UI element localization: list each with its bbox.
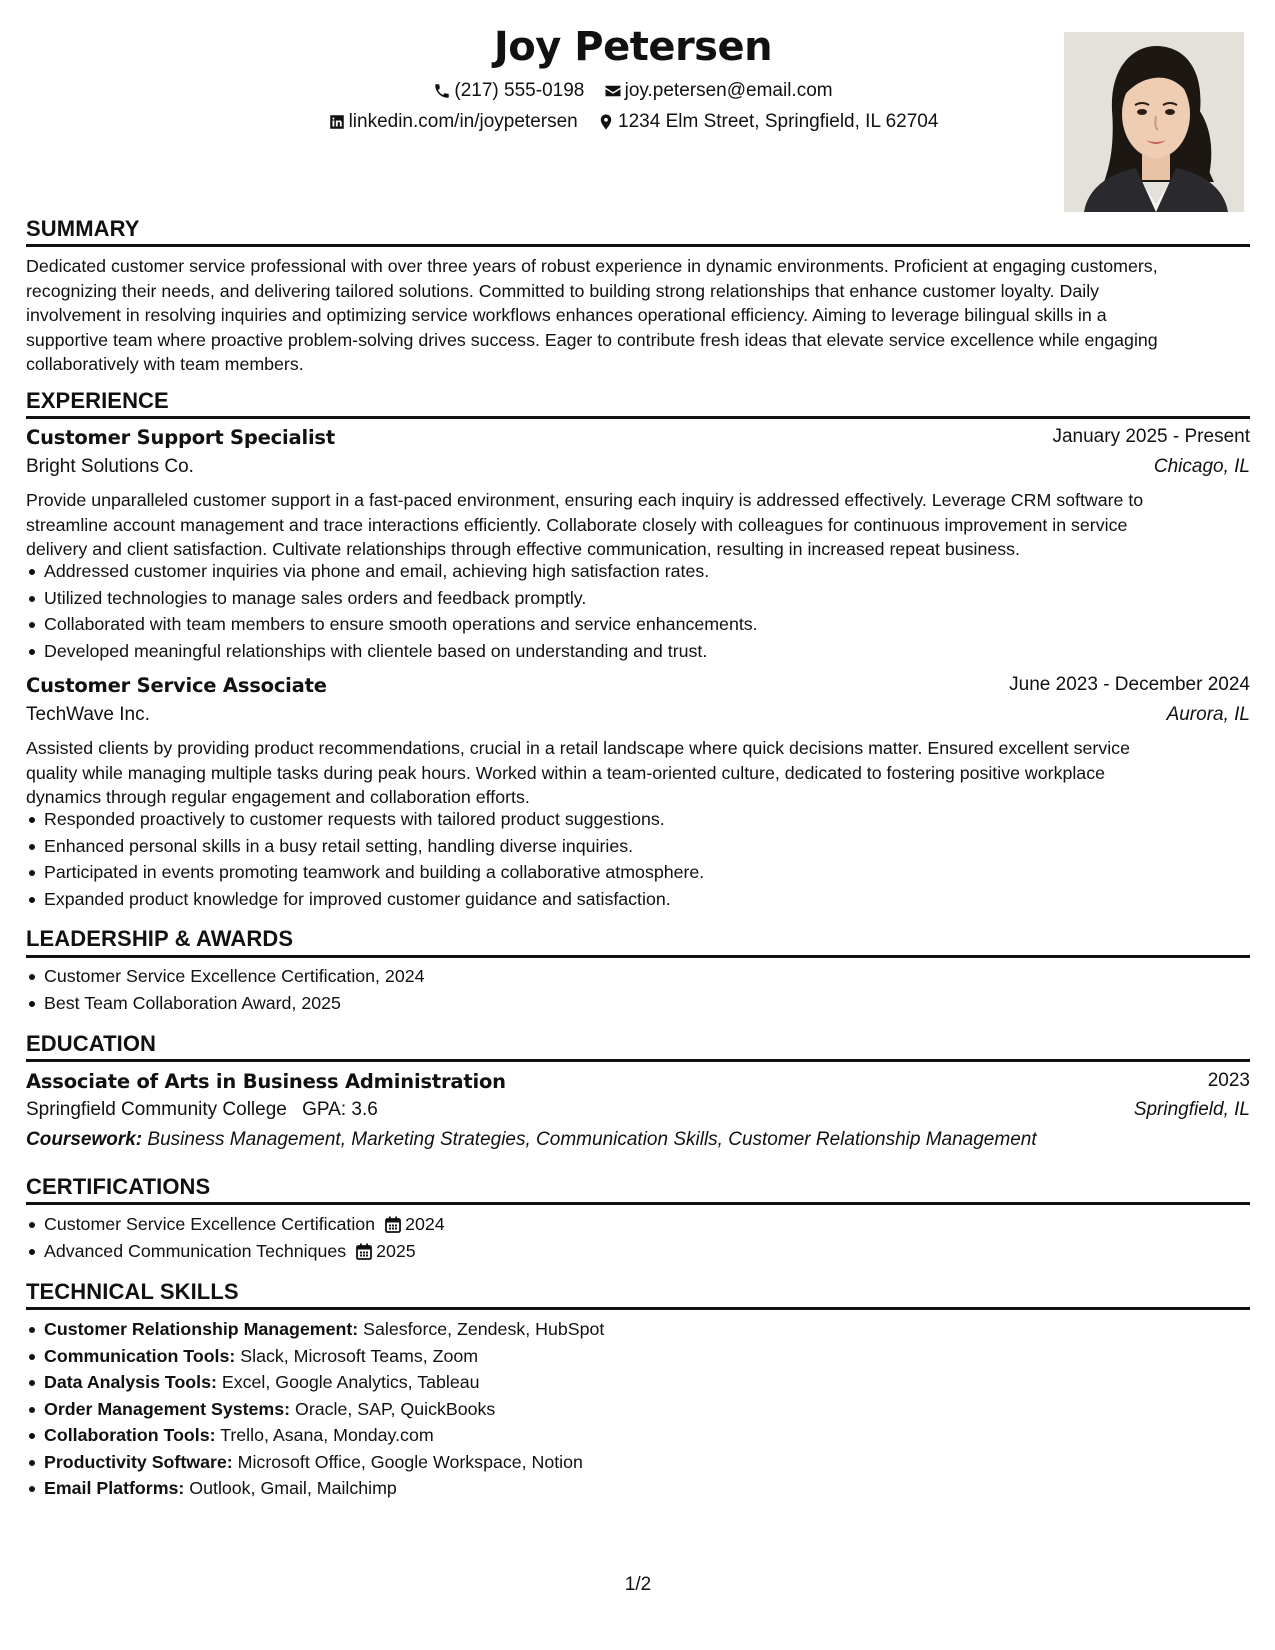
resume-page (26, 0, 1250, 1650)
list-item: Expanded product knowledge for improved customer guidance and satisfaction. (26, 886, 1250, 913)
list-item (26, 1343, 1250, 1370)
list-item: Addressed customer inquiries via phone and email, achieving high satisfaction rates. (26, 558, 1250, 585)
job-1-desc-line: streamline account management and trace interactions efficiently. Collaborate closely with colleagues for continuous improvement in service (26, 514, 1128, 535)
education-school-wrap (26, 1099, 378, 1121)
certification-year: 2025 (376, 1240, 416, 1261)
list-item (26, 1238, 1250, 1265)
job-2-bullets (26, 806, 1250, 912)
job-2-desc-line: Assisted clients by providing product recommendations, crucial in a retail landscape where quick decisions matter. Ensured excellent service (26, 738, 1130, 758)
calendar-icon (356, 1243, 372, 1260)
job-2-location: Aurora, IL (1166, 704, 1250, 725)
job-1-bullets (26, 558, 1250, 664)
summary-line: collaboratively with team members. (26, 354, 304, 374)
job-2-title-row (26, 674, 1250, 702)
certifications-heading: CERTIFICATIONS (26, 1174, 211, 1199)
coursework-wrap (26, 1129, 1037, 1151)
list-item: Collaborated with team members to ensure smooth operations and service enhancements. (26, 611, 1250, 638)
education-gpa: GPA: 3.6 (302, 1099, 378, 1120)
certifications-divider (26, 1202, 1250, 1205)
education-school: Springfield Community College (26, 1099, 287, 1120)
job-2-role: Customer Service Associate (26, 674, 327, 697)
linkedin-icon (328, 113, 346, 131)
leadership-divider (26, 955, 1250, 958)
skill-label: Data Analysis Tools: (44, 1372, 217, 1392)
job-2-company: TechWave Inc. (26, 704, 150, 725)
list-item (26, 1316, 1250, 1343)
list-item (26, 1396, 1250, 1423)
summary-heading: SUMMARY (26, 216, 140, 241)
list-item: Responded proactively to customer requests with tailored product suggestions. (26, 806, 1250, 833)
job-2-desc-line: quality while managing multiple tasks during peak hours. Worked within a team-oriented culture, dedicated to fostering positive workplace (26, 762, 1105, 783)
skill-value: Oracle, SAP, QuickBooks (295, 1398, 496, 1419)
job-2-company-row (26, 704, 1250, 732)
experience-heading: EXPERIENCE (26, 388, 169, 413)
summary-line: Dedicated customer service professional with over three years of robust experience in dynamic environments. Proficient at engaging customers, (26, 256, 1158, 276)
job-2-desc-line: dynamics through regular engagement and collaboration efforts. (26, 787, 530, 807)
job-1-company: Bright Solutions Co. (26, 456, 194, 477)
skill-value: Excel, Google Analytics, Tableau (221, 1372, 480, 1392)
list-item (26, 1449, 1250, 1476)
skill-label: Productivity Software: (44, 1451, 233, 1472)
job-2-dates: June 2023 - December 2024 (1009, 674, 1250, 695)
job-1-company-row (26, 456, 1250, 484)
contact-line-2 (26, 111, 1240, 137)
job-1-desc-line: delivery and client satisfaction. Cultivate relationships through effective communication, resulting in increased repeat business. (26, 539, 1020, 559)
summary-line: supportive team where proactive problem-solving drives success. Eager to contribute fresh ideas that elevate service excellence while engaging (26, 329, 1158, 350)
list-item: Participated in events promoting teamwork and building a collaborative atmosphere. (26, 859, 1250, 886)
certification-name: Advanced Communication Techniques (44, 1240, 347, 1261)
email-contact[interactable] (604, 80, 833, 102)
skill-label: Communication Tools: (44, 1345, 236, 1366)
job-1-location: Chicago, IL (1153, 456, 1250, 477)
experience-divider (26, 416, 1250, 419)
education-divider (26, 1059, 1250, 1062)
calendar-icon (385, 1216, 401, 1233)
skill-label: Collaboration Tools: (44, 1425, 216, 1445)
list-item: Best Team Collaboration Award, 2025 (26, 990, 1250, 1017)
list-item: Utilized technologies to manage sales orders and feedback promptly. (26, 585, 1250, 612)
map-pin-icon (597, 113, 615, 131)
job-1-role: Customer Support Specialist (26, 426, 335, 449)
address-contact (597, 111, 938, 133)
summary-line: recognizing their needs, and delivering tailored solutions. Committed to building strong relationships that enhance customer loyalty. Daily (26, 280, 1100, 301)
education-degree: Associate of Arts in Business Administration (26, 1070, 506, 1093)
coursework-label: Coursework: (26, 1129, 143, 1150)
coursework-row (26, 1129, 1250, 1157)
skill-value: Microsoft Office, Google Workspace, Notion (237, 1451, 583, 1472)
list-item: Customer Service Excellence Certification, 2024 (26, 963, 1250, 990)
list-item (26, 1211, 1250, 1238)
envelope-icon (604, 82, 622, 100)
profile-photo-image (1064, 32, 1244, 212)
candidate-name: Joy Petersen (493, 24, 773, 70)
skill-value: Slack, Microsoft Teams, Zoom (240, 1345, 479, 1366)
skill-label: Order Management Systems: (44, 1398, 291, 1419)
summary-text (26, 254, 1250, 377)
education-heading: EDUCATION (26, 1031, 157, 1056)
job-2-description (26, 736, 1250, 810)
leadership-heading: LEADERSHIP & AWARDS (26, 926, 294, 951)
coursework-text: Business Management, Marketing Strategies, Communication Skills, Customer Relationship Management (147, 1129, 1037, 1150)
list-item (26, 1369, 1250, 1396)
education-location: Springfield, IL (1133, 1099, 1250, 1120)
job-1-description (26, 488, 1250, 562)
list-item (26, 1475, 1250, 1502)
summary-line: involvement in resolving inquiries and optimizing service workflows enhances operational efficiency. Aiming to leverage bilingual skills in a (26, 305, 1107, 325)
job-1-title-row (26, 426, 1250, 454)
profile-photo (1064, 32, 1244, 212)
leadership-list (26, 963, 1250, 1016)
education-degree-row (26, 1070, 1250, 1098)
linkedin-contact[interactable] (328, 111, 578, 133)
skills-heading: TECHNICAL SKILLS (26, 1279, 239, 1304)
skill-label: Email Platforms: (44, 1478, 185, 1498)
skills-divider (26, 1307, 1250, 1310)
summary-divider (26, 244, 1250, 247)
page-number: 1/2 (624, 1574, 652, 1595)
linkedin-text: linkedin.com/in/joypetersen (348, 111, 578, 132)
certification-year: 2024 (405, 1214, 445, 1234)
phone-text: (217) 555-0198 (454, 80, 585, 101)
education-year: 2023 (1207, 1070, 1250, 1091)
resume-header (26, 22, 1250, 212)
certifications-list (26, 1211, 1250, 1264)
certification-name: Customer Service Excellence Certification (44, 1214, 376, 1234)
email-text: joy.petersen@email.com (624, 80, 833, 101)
phone-icon (433, 82, 451, 100)
phone-contact[interactable] (433, 80, 584, 102)
contact-line-1 (26, 80, 1240, 106)
skill-value: Trello, Asana, Monday.com (220, 1425, 434, 1445)
skill-value: Salesforce, Zendesk, HubSpot (363, 1319, 605, 1339)
list-item: Enhanced personal skills in a busy retail setting, handling diverse inquiries. (26, 833, 1250, 860)
skill-value: Outlook, Gmail, Mailchimp (189, 1478, 397, 1498)
job-1-dates: January 2025 - Present (1052, 426, 1250, 447)
list-item: Developed meaningful relationships with clientele based on understanding and trust. (26, 638, 1250, 665)
skills-list (26, 1316, 1250, 1502)
skill-label: Customer Relationship Management: (44, 1319, 359, 1339)
job-1-desc-line: Provide unparalleled customer support in a fast-paced environment, ensuring each inquiry is addressed effectively. Leverage CRM software to (26, 490, 1144, 510)
list-item (26, 1422, 1250, 1449)
education-school-row (26, 1099, 1250, 1127)
address-text: 1234 Elm Street, Springfield, IL 62704 (618, 111, 939, 132)
